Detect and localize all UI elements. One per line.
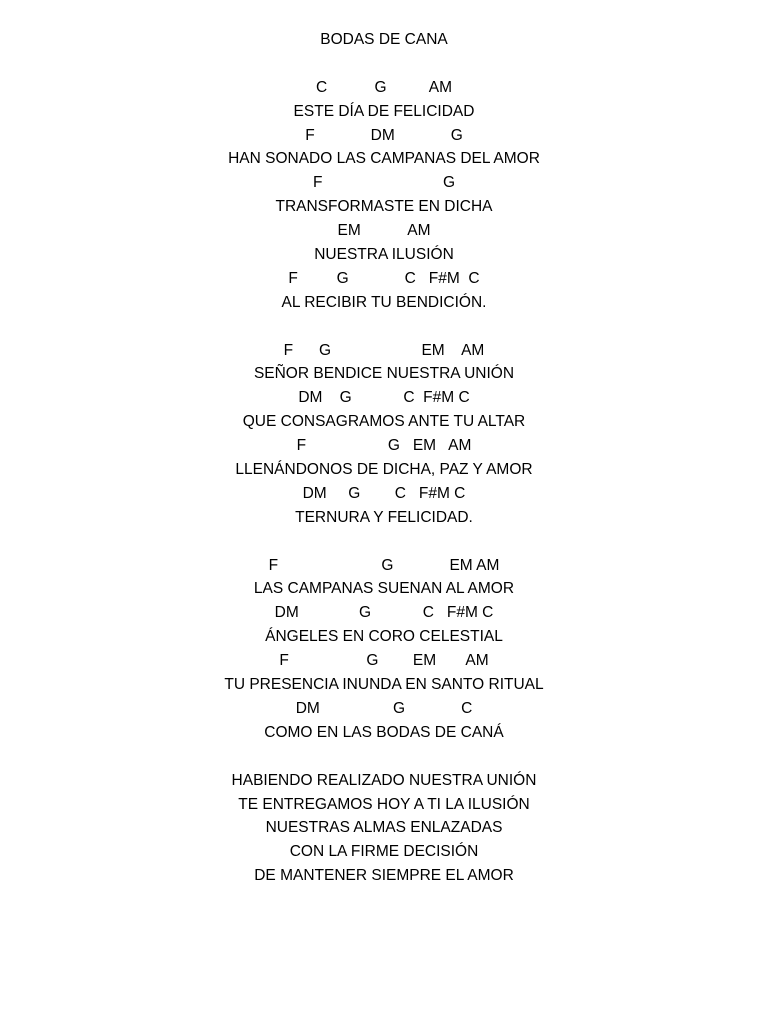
chord-line: C G AM [315,78,453,96]
lyric-line: QUE CONSAGRAMOS ANTE TU ALTAR [242,413,526,431]
blank-line [0,315,768,339]
verse-3 [0,554,768,745]
lyric-line: NUESTRA ILUSIÓN [314,246,454,264]
chord-line: F DM G [305,126,463,144]
lyric-line: TE ENTREGAMOS HOY A TI LA ILUSIÓN [238,795,530,813]
lyric-line: ÁNGELES EN CORO CELESTIAL [265,628,503,646]
lyric-line: AL RECIBIR TU BENDICIÓN. [281,293,487,311]
chord-line: DM G C [295,699,473,717]
blank-line [0,745,768,769]
chord-line: F G EM AM [279,652,489,670]
lyric-line: ESTE DÍA DE FELICIDAD [293,102,475,120]
chord-line: F G EM AM [283,341,485,359]
lyric-line: CON LA FIRME DECISIÓN [289,843,479,861]
chord-line: DM G C F#M C [302,484,466,502]
chord-line: F G [312,174,456,192]
lyric-line: DE MANTENER SIEMPRE EL AMOR [254,867,514,885]
song-title: BODAS DE CANA [320,31,448,48]
lyric-line: LAS CAMPANAS SUENAN AL AMOR [253,580,515,598]
song-sheet [0,28,768,888]
lyric-line: NUESTRAS ALMAS ENLAZADAS [265,819,503,837]
verse-2 [0,339,768,530]
lyric-line: HABIENDO REALIZADO NUESTRA UNIÓN [231,771,537,789]
lyric-line: COMO EN LAS BODAS DE CANÁ [264,723,504,741]
lyric-line: LLENÁNDONOS DE DICHA, PAZ Y AMOR [235,461,533,479]
chord-line: F G EM AM [296,437,472,455]
chord-line: EM AM [337,222,431,240]
lyric-line: SEÑOR BENDICE NUESTRA UNIÓN [253,365,515,383]
lyric-line: TERNURA Y FELICIDAD. [295,508,473,526]
lyric-line: HAN SONADO LAS CAMPANAS DEL AMOR [228,150,540,168]
chord-line: F G EM AM [268,556,500,574]
blank-line [0,530,768,554]
verse-1 [0,76,768,315]
lyric-line: TRANSFORMASTE EN DICHA [275,198,493,216]
chord-line: DM G C F#M C [274,604,494,622]
chord-line: F G C F#M C [288,269,480,287]
blank-line [0,52,768,76]
verse-4 [0,769,768,888]
lyric-line: TU PRESENCIA INUNDA EN SANTO RITUAL [224,676,544,694]
chord-line: DM G C F#M C [298,389,470,407]
